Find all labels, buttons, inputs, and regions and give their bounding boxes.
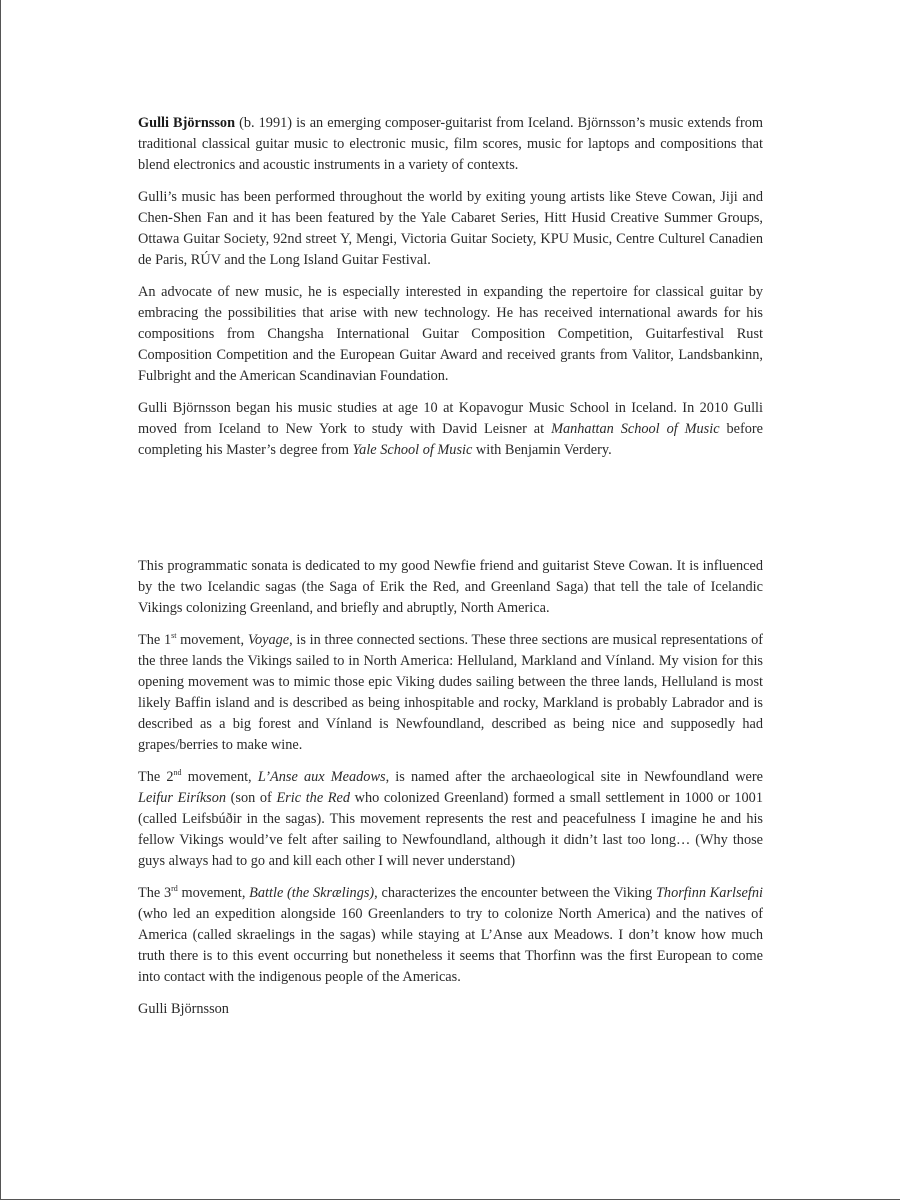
bio-paragraph-2: Gulli’s music has been performed throughout the world by exiting young artists like Steve Cowan, Jiji and Chen-Shen Fan and it has been featured by the Yale Cabaret Series, Hitt Husid Creative Summer Groups, Ottawa Guitar Society, 92nd street Y, Mengi, Victoria Guitar Society, KPU Music, Centre Culturel Canadien de Paris, RÚV and the Long Island Guitar Festival. [138,189,763,268]
author-signature: Gulli Björnsson [138,1001,229,1017]
composer-biography [138,113,763,472]
notes-paragraph-2: The 1st movement, Voyage, is in three connected sections. These three sections are musical representations of the three lands the Vikings sailed to in North America: Helluland, Markland and Vínland. My vision for this opening movement was to mimic those epic Viking dudes sailing between the three lands, Helluland is most likely Baffin island and is described as being inhospitable and rocky, Markland is probably Labrador and is described as a big forest and Vínland is Newfoundland, described as being nice and supposedly had grapes/berries to make wine. [138,631,763,753]
notes-paragraph-4: The 3rd movement, Battle (the Skrælings), characterizes the encounter between the Viking Thorfinn Karlsefni (who led an expedition alongside 160 Greenlanders to try to colonize North America) and the natives of America (called skraelings in the sagas) while staying at L’Anse aux Meadows. I don’t know how much truth there is to this event occurring but nonetheless it seems that Thorfinn was the first European to come into contact with the indigenous people of the Americas. [138,884,763,985]
program-notes [138,556,763,1031]
notes-paragraph-1: This programmatic sonata is dedicated to my good Newfie friend and guitarist Steve Cowan. It is influenced by the two Icelandic sagas (the Saga of Erik the Red, and Greenland Saga) that tell the tale of Icelandic Vikings colonizing Greenland, and briefly and abruptly, North America. [138,558,763,616]
bio-paragraph-3: An advocate of new music, he is especially interested in expanding the repertoire for classical guitar by embracing the possibilities that arise with new technology. He has received international awards for his compositions from Changsha International Guitar Composition Competition, Guitarfestival Rust Composition Competition and the European Guitar Award and received grants from Valitor, Landsbankinn, Fulbright and the American Scandinavian Foundation. [138,284,763,384]
notes-paragraph-3: The 2nd movement, L’Anse aux Meadows, is named after the archaeological site in Newfoundland were Leifur Eiríkson (son of Eric the Red who colonized Greenland) formed a small settlement in 1000 or 1001 (called Leifsbúðir in the sagas). This movement represents the rest and peacefulness I imagine he and his fellow Vikings would’ve felt after sailing to Newfoundland, although it didn’t last too long… (Why those guys always had to go and kill each other I will never understand) [138,768,763,869]
composer-name: Gulli Björnsson [138,115,236,131]
bio-paragraph-4: Gulli Björnsson began his music studies at age 10 at Kopavogur Music School in Iceland. In 2010 Gulli moved from Iceland to New York to study with David Leisner at Manhattan School of Music before completing his Master’s degree from Yale School of Music with Benjamin Verdery. [138,400,763,458]
bio-paragraph-1: Gulli Björnsson (b. 1991) is an emerging composer-guitarist from Iceland. Björnsson’s music extends from traditional classical guitar music to electronic music, film scores, music for laptops and compositions that blend electronics and acoustic instruments in a variety of contexts. [138,115,763,173]
